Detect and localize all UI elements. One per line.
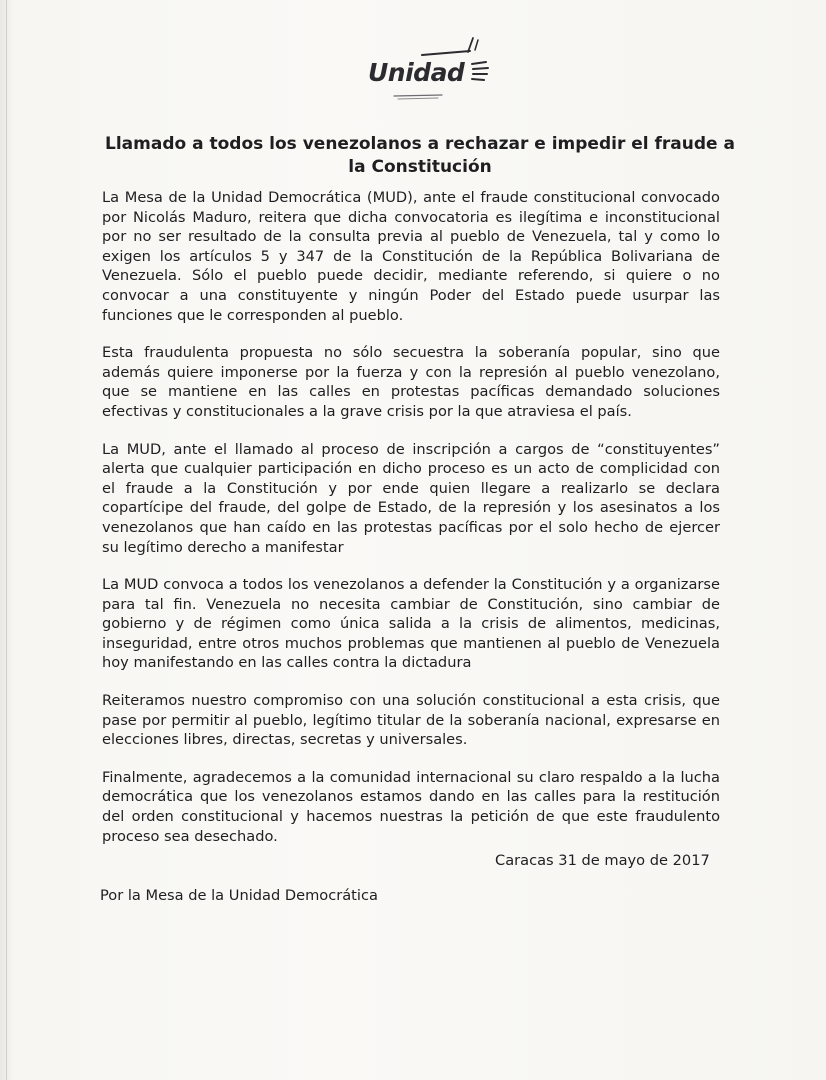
page-edge	[6, 0, 7, 1080]
document-title: Llamado a todos los venezolanos a rechazar e impedir el fraude a la Constitución	[105, 134, 735, 177]
paragraph: La Mesa de la Unidad Democrática (MUD), ante el fraude constitucional convocado por Nicolás Maduro, reitera que dicha convocatoria es ilegítima e inconstitucional por no ser resultado de la consulta previa al pueblo de Venezuela, tal y como lo exigen los artículos 5 y 347 de la Constitución de la República Bolivariana de Venezuela. Sólo el pueblo puede decidir, mediante referendo, si quiere o no convocar a una constituyente y ningún Poder del Estado puede usurpar las funciones que le corresponden al pueblo.	[102, 189, 720, 324]
document-body	[102, 188, 720, 864]
place-and-date: Caracas 31 de mayo de 2017	[495, 852, 710, 869]
paragraph: La MUD convoca a todos los venezolanos a defender la Constitución y a organizarse para tal fin. Venezuela no necesita cambiar de Constitución, sino cambiar de gobierno y de régimen como única salida a la crisis de alimentos, medicinas, inseguridad, entre otros muchos problemas que mantienen al pueblo de Venezuela hoy manifestando en las calles contra la dictadura	[102, 576, 720, 672]
paragraph: Esta fraudulenta propuesta no sólo secuestra la soberanía popular, sino que además quiere imponerse por la fuerza y con la represión al pueblo venezolano, que se mantiene en las calles en protestas pacíficas demandado soluciones efectivas y constitucionales a la grave crisis por la que atraviesa el país.	[102, 344, 720, 420]
signature-line: Por la Mesa de la Unidad Democrática	[100, 887, 378, 904]
logo-wordmark: Unidad	[368, 58, 465, 87]
paragraph: Finalmente, agradecemos a la comunidad internacional su claro respaldo a la lucha democrática que los venezolanos estamos dando en las calles para la restitución del orden constitucional y hacemos nuestras la petición de que este fraudulento proceso sea desechado.	[102, 768, 720, 845]
paragraph: La MUD, ante el llamado al proceso de inscripción a cargos de “constituyentes” alerta que cualquier participación en dicho proceso es un acto de complicidad con el fraude a la Constitución y por ende quien llegare a realizarlo se declara copartícipe del fraude, del golpe de Estado, de la represión y los asesinatos a los venezolanos que han caído en las protestas pacíficas por el solo hecho de ejercer su legítimo derecho a manifestar	[102, 440, 720, 556]
paragraph: Reiteramos nuestro compromiso con una solución constitucional a esta crisis, que pase por permitir al pueblo, legítimo titular de la soberanía nacional, expresarse en elecciones libres, directas, secretas y universales.	[102, 692, 720, 749]
unidad-logo	[360, 34, 500, 102]
